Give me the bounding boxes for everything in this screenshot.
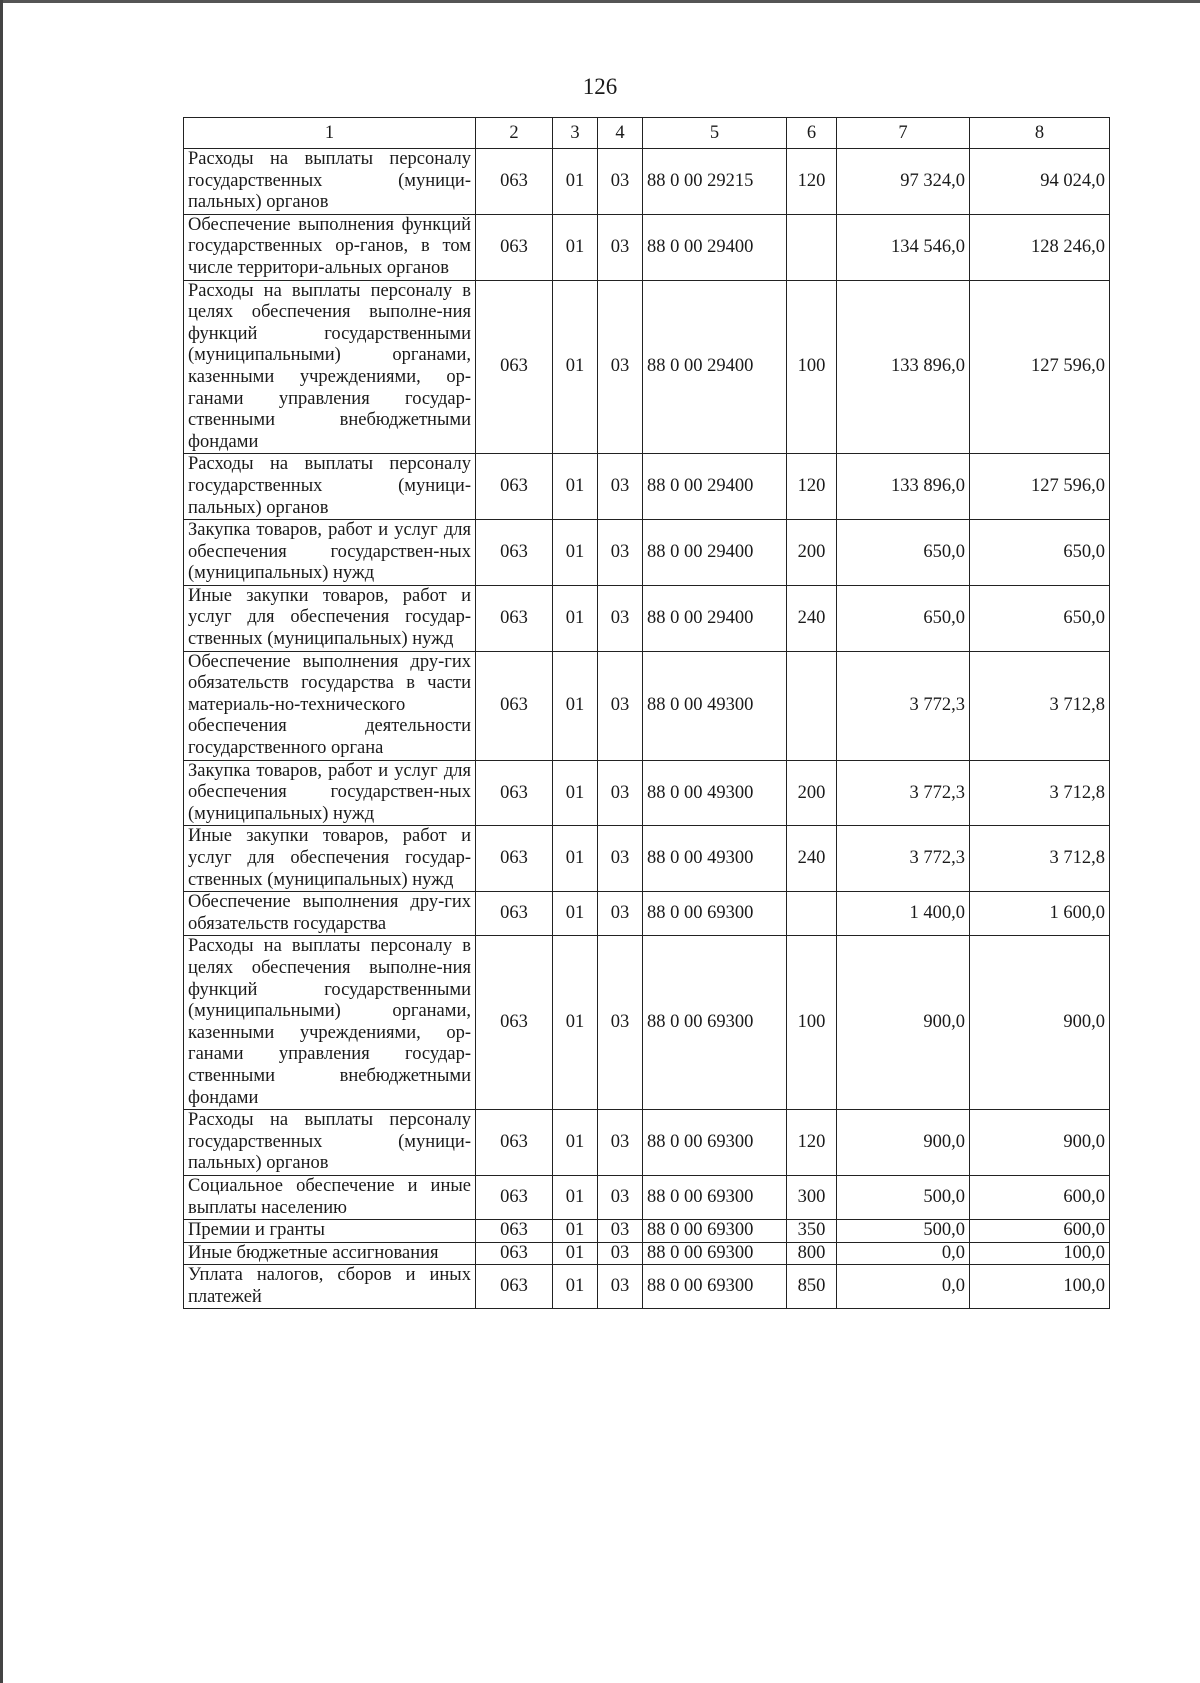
subsection-code: 03 <box>598 520 643 586</box>
amount-year-1: 500,0 <box>837 1175 970 1219</box>
subsection-code: 03 <box>598 1242 643 1265</box>
table-row <box>184 1265 1110 1309</box>
subsection-code: 03 <box>598 1110 643 1176</box>
section-code: 01 <box>553 585 598 651</box>
ministry-code: 063 <box>476 520 553 586</box>
row-description: Обеспечение выполнения функций государственных ор-ганов, в том числе территори-альных органов <box>184 214 476 280</box>
amount-year-2: 650,0 <box>970 585 1110 651</box>
amount-year-2: 127 596,0 <box>970 454 1110 520</box>
ministry-code: 063 <box>476 1220 553 1243</box>
row-description: Расходы на выплаты персоналу в целях обеспечения выполне-ния функций государственными (муниципальными) органами, казенными учреждениями, ор-ганами управления государ-ственными внебюджетными фондами <box>184 280 476 454</box>
amount-year-1: 500,0 <box>837 1220 970 1243</box>
amount-year-1: 97 324,0 <box>837 149 970 215</box>
table-row <box>184 454 1110 520</box>
amount-year-1: 900,0 <box>837 936 970 1110</box>
section-code: 01 <box>553 214 598 280</box>
subsection-code: 03 <box>598 454 643 520</box>
section-code: 01 <box>553 1220 598 1243</box>
amount-year-1: 0,0 <box>837 1242 970 1265</box>
row-description: Расходы на выплаты персоналу государственных (муници-пальных) органов <box>184 1110 476 1176</box>
expense-type-code <box>787 892 837 936</box>
target-article-code: 88 0 00 29400 <box>643 585 787 651</box>
table-row <box>184 651 1110 760</box>
row-description: Социальное обеспечение и иные выплаты населению <box>184 1175 476 1219</box>
row-description: Иные закупки товаров, работ и услуг для обеспечения государ-ственных (муниципальных) нужд <box>184 585 476 651</box>
amount-year-2: 600,0 <box>970 1175 1110 1219</box>
subsection-code: 03 <box>598 1175 643 1219</box>
expense-type-code: 240 <box>787 826 837 892</box>
column-header: 5 <box>643 118 787 149</box>
ministry-code: 063 <box>476 936 553 1110</box>
amount-year-2: 3 712,8 <box>970 760 1110 826</box>
section-code: 01 <box>553 454 598 520</box>
table-row <box>184 1242 1110 1265</box>
row-description: Обеспечение выполнения дру-гих обязательств государства в части материаль-но-технического обеспечения деятельности государственного органа <box>184 651 476 760</box>
subsection-code: 03 <box>598 936 643 1110</box>
subsection-code: 03 <box>598 760 643 826</box>
expense-type-code: 100 <box>787 280 837 454</box>
expense-type-code: 120 <box>787 454 837 520</box>
subsection-code: 03 <box>598 892 643 936</box>
ministry-code: 063 <box>476 760 553 826</box>
ministry-code: 063 <box>476 585 553 651</box>
amount-year-1: 3 772,3 <box>837 651 970 760</box>
ministry-code: 063 <box>476 1242 553 1265</box>
page-left-edge <box>0 0 3 1683</box>
target-article-code: 88 0 00 49300 <box>643 760 787 826</box>
section-code: 01 <box>553 826 598 892</box>
column-header: 4 <box>598 118 643 149</box>
expense-type-code: 800 <box>787 1242 837 1265</box>
ministry-code: 063 <box>476 280 553 454</box>
section-code: 01 <box>553 936 598 1110</box>
expense-type-code: 200 <box>787 520 837 586</box>
column-header: 7 <box>837 118 970 149</box>
ministry-code: 063 <box>476 1110 553 1176</box>
target-article-code: 88 0 00 49300 <box>643 826 787 892</box>
subsection-code: 03 <box>598 1265 643 1309</box>
section-code: 01 <box>553 1110 598 1176</box>
amount-year-1: 1 400,0 <box>837 892 970 936</box>
target-article-code: 88 0 00 29215 <box>643 149 787 215</box>
expense-type-code: 850 <box>787 1265 837 1309</box>
row-description: Иные бюджетные ассигнования <box>184 1242 476 1265</box>
target-article-code: 88 0 00 69300 <box>643 1220 787 1243</box>
amount-year-1: 134 546,0 <box>837 214 970 280</box>
target-article-code: 88 0 00 29400 <box>643 454 787 520</box>
table-row <box>184 149 1110 215</box>
amount-year-1: 133 896,0 <box>837 454 970 520</box>
section-code: 01 <box>553 280 598 454</box>
target-article-code: 88 0 00 69300 <box>643 1175 787 1219</box>
amount-year-2: 650,0 <box>970 520 1110 586</box>
expense-type-code: 350 <box>787 1220 837 1243</box>
section-code: 01 <box>553 1242 598 1265</box>
column-header: 3 <box>553 118 598 149</box>
row-description: Уплата налогов, сборов и иных платежей <box>184 1265 476 1309</box>
subsection-code: 03 <box>598 214 643 280</box>
target-article-code: 88 0 00 69300 <box>643 892 787 936</box>
row-description: Обеспечение выполнения дру-гих обязательств государства <box>184 892 476 936</box>
ministry-code: 063 <box>476 214 553 280</box>
target-article-code: 88 0 00 69300 <box>643 1265 787 1309</box>
expense-type-code <box>787 214 837 280</box>
amount-year-2: 600,0 <box>970 1220 1110 1243</box>
table-row <box>184 585 1110 651</box>
ministry-code: 063 <box>476 149 553 215</box>
amount-year-1: 650,0 <box>837 585 970 651</box>
column-header: 2 <box>476 118 553 149</box>
section-code: 01 <box>553 520 598 586</box>
target-article-code: 88 0 00 69300 <box>643 1110 787 1176</box>
subsection-code: 03 <box>598 1220 643 1243</box>
subsection-code: 03 <box>598 585 643 651</box>
amount-year-2: 94 024,0 <box>970 149 1110 215</box>
amount-year-2: 3 712,8 <box>970 651 1110 760</box>
ministry-code: 063 <box>476 826 553 892</box>
table-header-row <box>184 118 1110 149</box>
table-row <box>184 760 1110 826</box>
target-article-code: 88 0 00 29400 <box>643 280 787 454</box>
amount-year-1: 3 772,3 <box>837 826 970 892</box>
table-row <box>184 1175 1110 1219</box>
expense-type-code: 240 <box>787 585 837 651</box>
ministry-code: 063 <box>476 1175 553 1219</box>
row-description: Иные закупки товаров, работ и услуг для обеспечения государ-ственных (муниципальных) нужд <box>184 826 476 892</box>
amount-year-1: 650,0 <box>837 520 970 586</box>
subsection-code: 03 <box>598 280 643 454</box>
target-article-code: 88 0 00 69300 <box>643 1242 787 1265</box>
table-row <box>184 936 1110 1110</box>
table-row <box>184 826 1110 892</box>
target-article-code: 88 0 00 69300 <box>643 936 787 1110</box>
expense-type-code: 120 <box>787 149 837 215</box>
row-description: Расходы на выплаты персоналу в целях обеспечения выполне-ния функций государственными (муниципальными) органами, казенными учреждениями, ор-ганами управления государ-ственными внебюджетными фондами <box>184 936 476 1110</box>
row-description: Закупка товаров, работ и услуг для обеспечения государствен-ных (муниципальных) нужд <box>184 760 476 826</box>
amount-year-2: 900,0 <box>970 936 1110 1110</box>
column-header: 8 <box>970 118 1110 149</box>
page-number: 126 <box>582 74 618 99</box>
column-header: 6 <box>787 118 837 149</box>
amount-year-1: 900,0 <box>837 1110 970 1176</box>
amount-year-2: 900,0 <box>970 1110 1110 1176</box>
section-code: 01 <box>553 760 598 826</box>
subsection-code: 03 <box>598 149 643 215</box>
section-code: 01 <box>553 1175 598 1219</box>
budget-table <box>183 117 1110 1309</box>
expense-type-code: 300 <box>787 1175 837 1219</box>
table-row <box>184 1110 1110 1176</box>
table-row <box>184 280 1110 454</box>
expense-type-code <box>787 651 837 760</box>
section-code: 01 <box>553 149 598 215</box>
subsection-code: 03 <box>598 826 643 892</box>
amount-year-1: 3 772,3 <box>837 760 970 826</box>
expense-type-code: 120 <box>787 1110 837 1176</box>
ministry-code: 063 <box>476 1265 553 1309</box>
ministry-code: 063 <box>476 892 553 936</box>
target-article-code: 88 0 00 29400 <box>643 214 787 280</box>
page-top-edge <box>0 0 1200 3</box>
target-article-code: 88 0 00 29400 <box>643 520 787 586</box>
expense-type-code: 200 <box>787 760 837 826</box>
table-row <box>184 892 1110 936</box>
amount-year-2: 1 600,0 <box>970 892 1110 936</box>
table-row <box>184 214 1110 280</box>
row-description: Расходы на выплаты персоналу государственных (муници-пальных) органов <box>184 454 476 520</box>
column-header: 1 <box>184 118 476 149</box>
section-code: 01 <box>553 651 598 760</box>
ministry-code: 063 <box>476 651 553 760</box>
target-article-code: 88 0 00 49300 <box>643 651 787 760</box>
row-description: Расходы на выплаты персоналу государственных (муници-пальных) органов <box>184 149 476 215</box>
amount-year-2: 127 596,0 <box>970 280 1110 454</box>
ministry-code: 063 <box>476 454 553 520</box>
row-description: Закупка товаров, работ и услуг для обеспечения государствен-ных (муниципальных) нужд <box>184 520 476 586</box>
amount-year-2: 100,0 <box>970 1265 1110 1309</box>
amount-year-2: 100,0 <box>970 1242 1110 1265</box>
amount-year-2: 3 712,8 <box>970 826 1110 892</box>
amount-year-2: 128 246,0 <box>970 214 1110 280</box>
section-code: 01 <box>553 1265 598 1309</box>
table-row <box>184 1220 1110 1243</box>
section-code: 01 <box>553 892 598 936</box>
subsection-code: 03 <box>598 651 643 760</box>
amount-year-1: 0,0 <box>837 1265 970 1309</box>
row-description: Премии и гранты <box>184 1220 476 1243</box>
amount-year-1: 133 896,0 <box>837 280 970 454</box>
table-row <box>184 520 1110 586</box>
expense-type-code: 100 <box>787 936 837 1110</box>
